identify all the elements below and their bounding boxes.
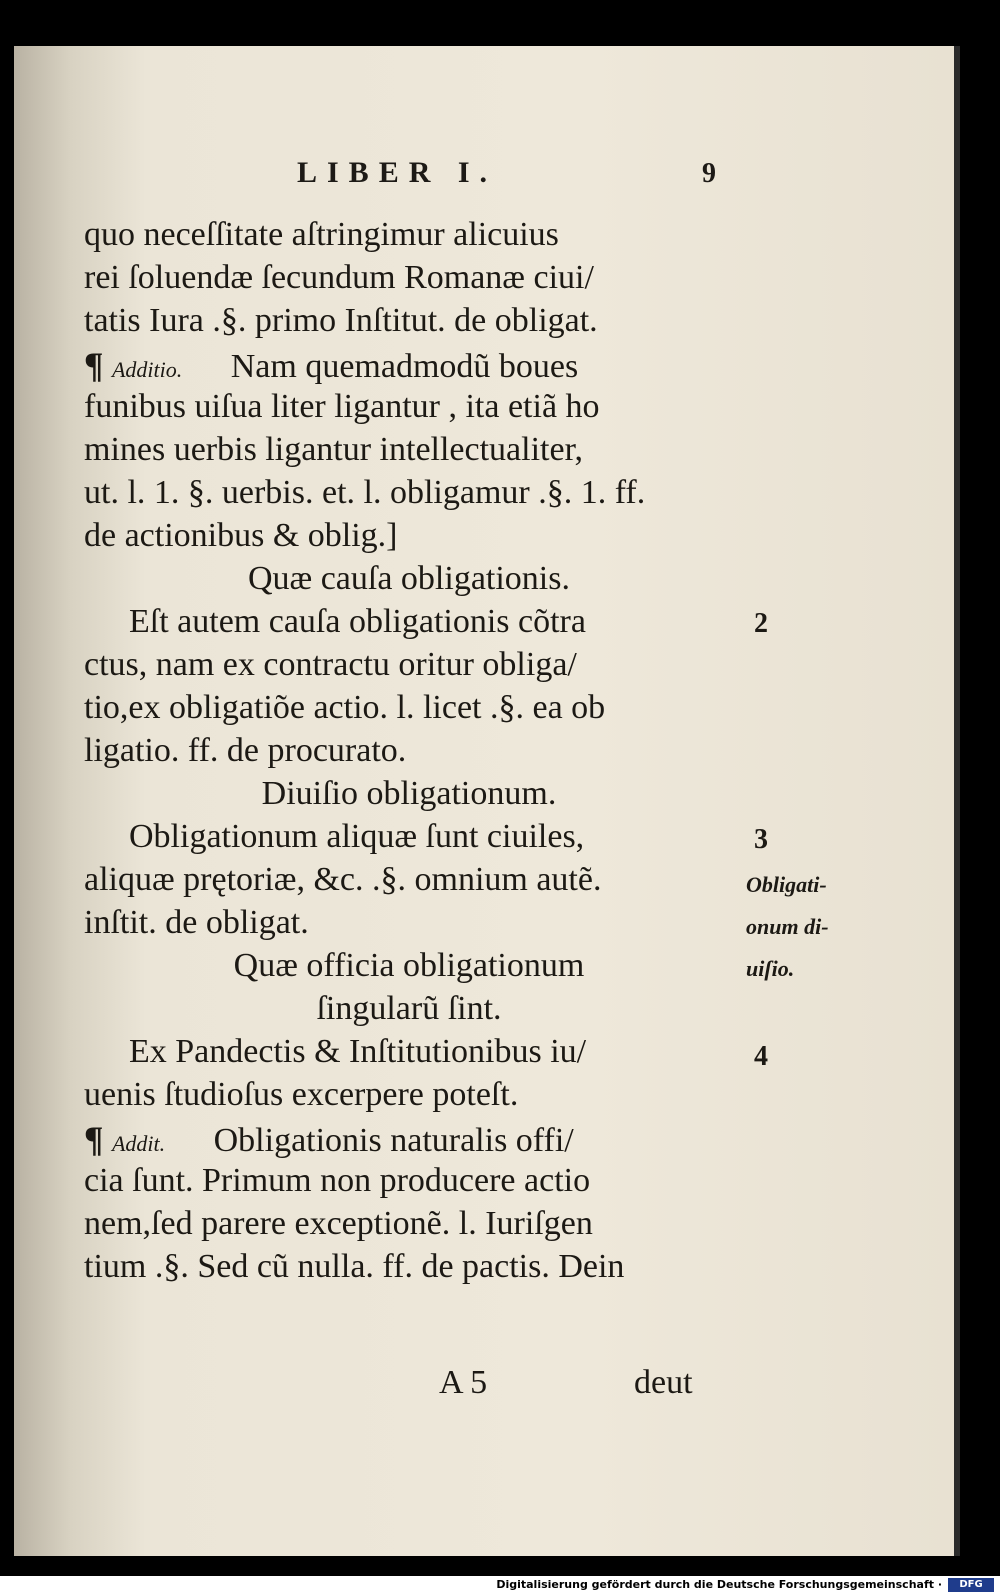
additio-label: Additio.	[111, 357, 183, 382]
section-heading: ſingularũ ſint.	[316, 990, 502, 1027]
margin-number: 3	[754, 824, 768, 855]
folio-number: 9	[702, 158, 716, 189]
text-line: ut. l. 1. §. uerbis. et. l. obligamur .§. 1. ff.	[84, 474, 646, 511]
text-line: quo neceſſitate aſtringimur alicuius	[84, 216, 559, 253]
margin-note-line: uiſio.	[746, 956, 795, 981]
text-line: Ex Pandectis & Inſtitutionibus iu/	[129, 1033, 587, 1070]
text-line: tio,ex obligatiõe actio. l. licet .§. ea ob	[84, 689, 606, 726]
signature-mark: A 5	[439, 1364, 488, 1401]
text-span: Nam quemadmodũ boues	[230, 348, 579, 385]
margin-note-line: Obligati-	[746, 872, 827, 897]
margin-number: 4	[754, 1041, 768, 1072]
text-line: inſtit. de obligat.	[84, 904, 309, 941]
text-span: Obligationis naturalis offi/	[213, 1122, 574, 1159]
dfg-logo: DFG	[948, 1578, 994, 1592]
text-line-additio	[84, 1121, 734, 1158]
text-line: aliquæ prętoriæ, &c. .§. omnium autẽ.	[84, 861, 602, 898]
text-line: nem,ſed parere exceptionẽ. l. Iuriſgen	[84, 1205, 593, 1242]
text-line: mines uerbis ligantur intellectualiter,	[84, 431, 584, 468]
margin-note-line: onum di-	[746, 914, 829, 939]
text-line: rei ſoluendæ ſecundum Romanæ ciui/	[84, 259, 594, 296]
text-line: ctus, nam ex contractu oritur obliga/	[84, 646, 577, 683]
text-line: Eſt autem cauſa obligationis cõtra	[129, 603, 586, 640]
book-page	[14, 46, 960, 1556]
text-line: funibus uiſua liter ligantur , ita etiã ho	[84, 388, 600, 425]
text-line: uenis ſtudioſus excerpere poteſt.	[84, 1076, 519, 1113]
section-heading: Diuiſio obligationum.	[261, 775, 557, 812]
text-line: ligatio. ff. de procurato.	[84, 732, 407, 769]
catchword: deut	[634, 1364, 693, 1401]
margin-number: 2	[754, 608, 768, 639]
text-line: Obligationum aliquæ ſunt ciuiles,	[129, 818, 585, 855]
page-header	[14, 156, 954, 196]
section-heading: Quæ cauſa obligationis.	[247, 560, 570, 597]
pilcrow-icon: ¶	[84, 1119, 104, 1159]
additio-label: Addit.	[111, 1131, 166, 1156]
text-line-additio	[84, 347, 734, 384]
text-line: tium .§. Sed cũ nulla. ff. de pactis. Dein	[84, 1248, 625, 1285]
funding-credit: Digitalisierung gefördert durch die Deutsche Forschungsgemeinschaft ·	[496, 1578, 942, 1591]
pilcrow-icon: ¶	[84, 345, 104, 385]
section-heading: Quæ officia obligationum	[233, 947, 585, 984]
running-head: LIBER I.	[297, 156, 498, 189]
text-line: cia ſunt. Primum non producere actio	[84, 1162, 591, 1199]
text-line: de actionibus & oblig.]	[84, 517, 398, 554]
digitization-footer	[0, 1576, 1000, 1594]
text-line: tatis Iura .§. primo Inſtitut. de obligat.	[84, 302, 598, 339]
